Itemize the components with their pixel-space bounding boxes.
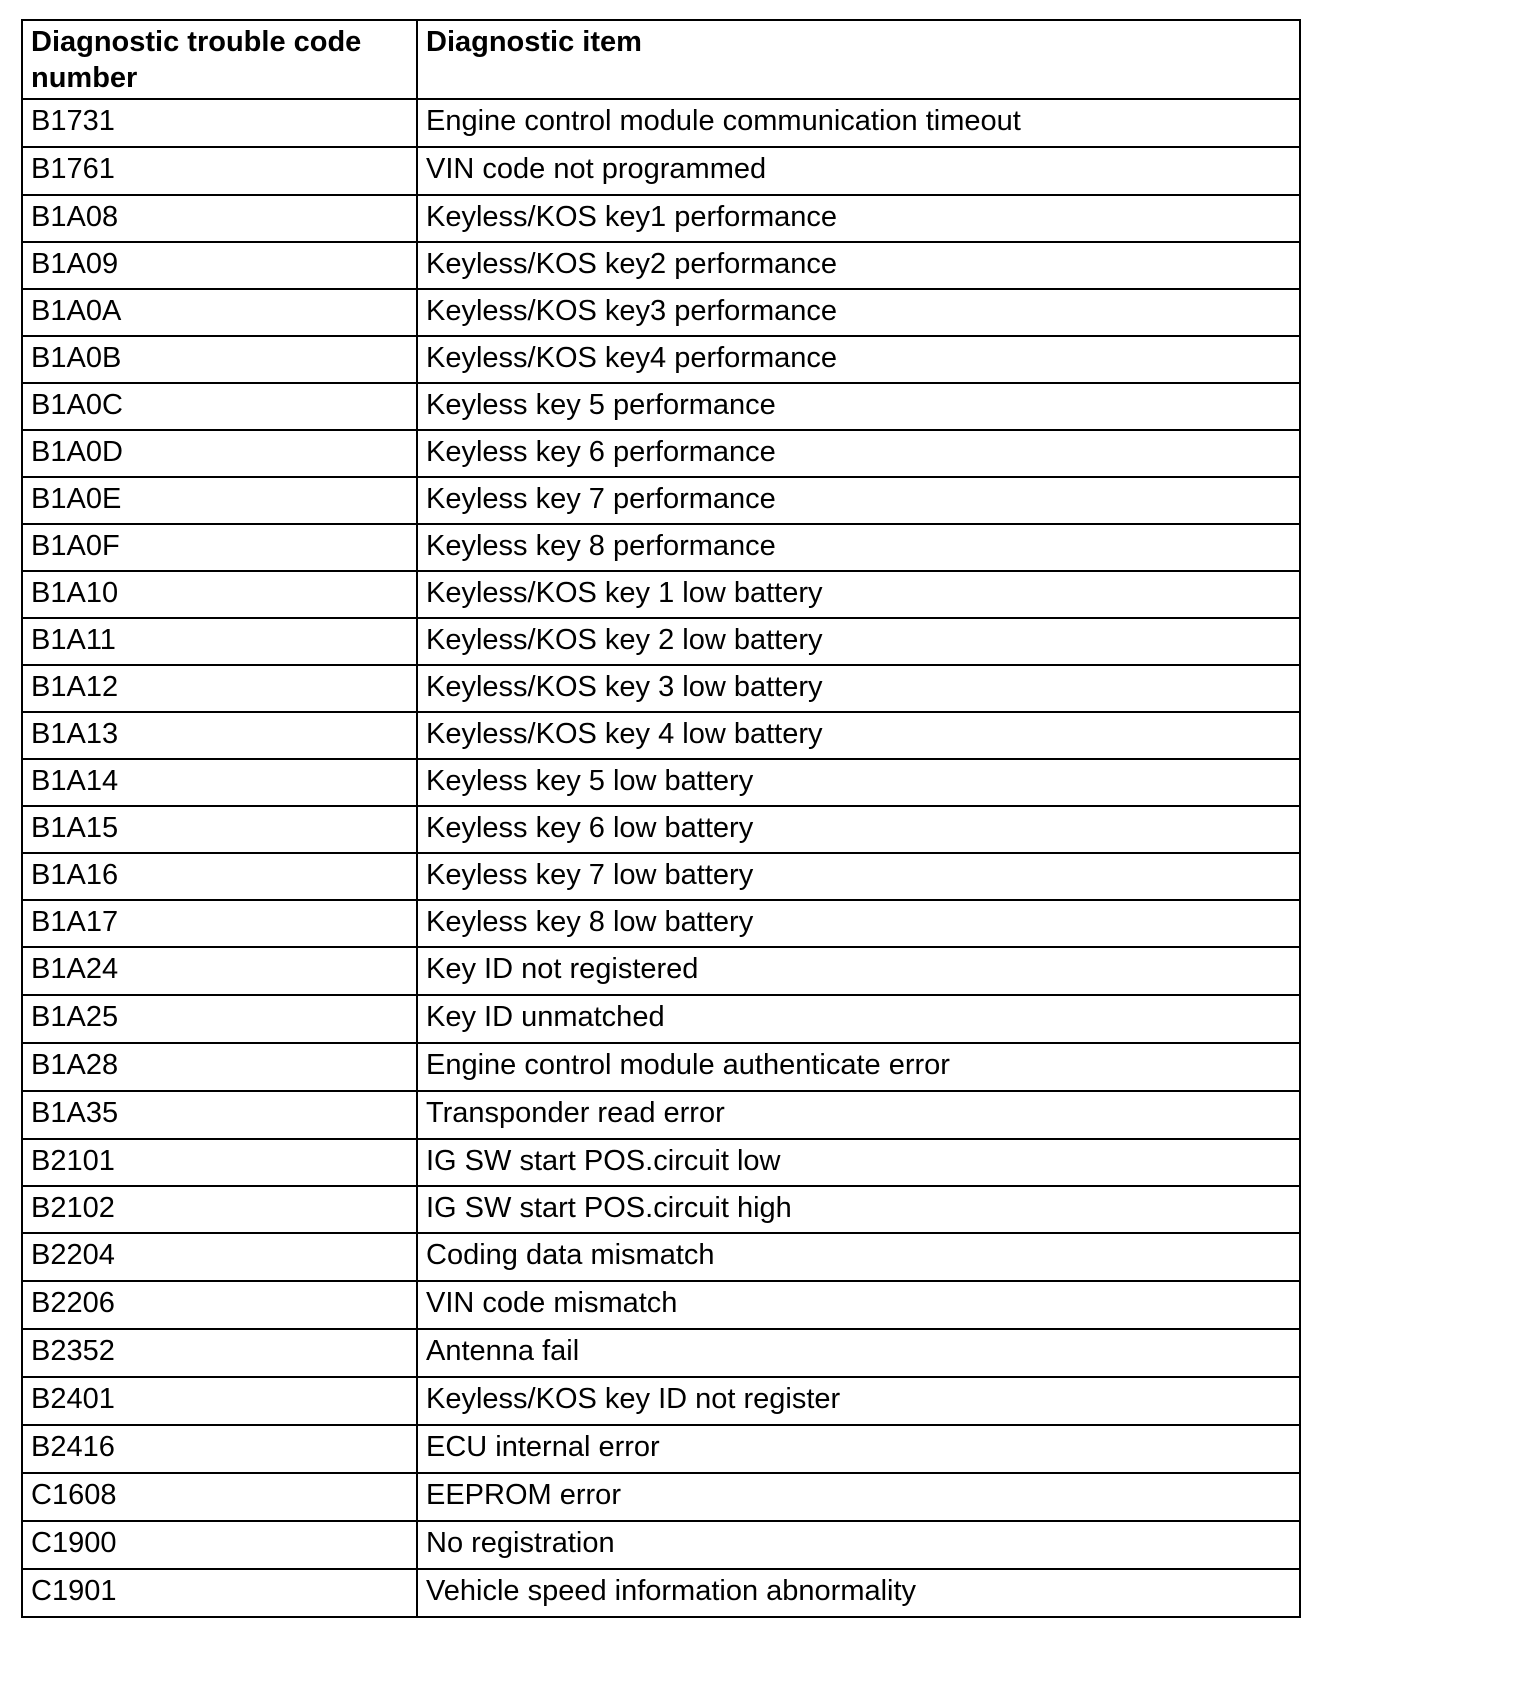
- diagnostic-item-cell: Keyless/KOS key4 performance: [417, 336, 1300, 383]
- diagnostic-item-cell: Keyless key 7 low battery: [417, 853, 1300, 900]
- diagnostic-item-cell: Keyless key 6 low battery: [417, 806, 1300, 853]
- dtc-code-cell: B1731: [22, 99, 417, 147]
- dtc-code-cell: B1A11: [22, 618, 417, 665]
- dtc-code-cell: B1A14: [22, 759, 417, 806]
- dtc-code-cell: C1900: [22, 1521, 417, 1569]
- table-row: [22, 665, 1300, 712]
- table-row: [22, 289, 1300, 336]
- table-row: [22, 1233, 1300, 1281]
- table-row: [22, 430, 1300, 477]
- table-row: [22, 900, 1300, 947]
- table-row: [22, 1329, 1300, 1377]
- table-row: [22, 383, 1300, 430]
- header-row: [22, 20, 1300, 99]
- diagnostic-item-cell: Keyless/KOS key1 performance: [417, 195, 1300, 242]
- dtc-code-cell: B1A10: [22, 571, 417, 618]
- table-row: [22, 477, 1300, 524]
- dtc-code-cell: B1A0B: [22, 336, 417, 383]
- diagnostic-item-cell: Keyless key 6 performance: [417, 430, 1300, 477]
- dtc-code-cell: B1A28: [22, 1043, 417, 1091]
- dtc-code-cell: B1A35: [22, 1091, 417, 1139]
- table-row: [22, 1569, 1300, 1617]
- diagnostic-item-cell: ECU internal error: [417, 1425, 1300, 1473]
- dtc-code-cell: B1A0C: [22, 383, 417, 430]
- diagnostic-item-cell: Key ID not registered: [417, 947, 1300, 995]
- diagnostic-item-cell: Keyless key 7 performance: [417, 477, 1300, 524]
- diagnostic-item-cell: VIN code mismatch: [417, 1281, 1300, 1329]
- dtc-code-cell: B1A15: [22, 806, 417, 853]
- diagnostic-item-cell: Keyless/KOS key3 performance: [417, 289, 1300, 336]
- dtc-code-cell: B2352: [22, 1329, 417, 1377]
- diagnostic-item-cell: Keyless key 8 low battery: [417, 900, 1300, 947]
- diagnostic-item-cell: Keyless key 8 performance: [417, 524, 1300, 571]
- table-row: [22, 336, 1300, 383]
- table-row: [22, 947, 1300, 995]
- table-row: [22, 571, 1300, 618]
- diagnostic-item-cell: Keyless/KOS key 1 low battery: [417, 571, 1300, 618]
- diagnostic-item-cell: VIN code not programmed: [417, 147, 1300, 195]
- table-row: [22, 242, 1300, 289]
- dtc-code-cell: C1901: [22, 1569, 417, 1617]
- diagnostic-item-cell: Keyless/KOS key 3 low battery: [417, 665, 1300, 712]
- dtc-code-cell: B1A12: [22, 665, 417, 712]
- diagnostic-item-cell: Engine control module authenticate error: [417, 1043, 1300, 1091]
- dtc-code-cell: B1A0D: [22, 430, 417, 477]
- diagnostic-item-cell: Keyless/KOS key 4 low battery: [417, 712, 1300, 759]
- table-row: [22, 1186, 1300, 1233]
- diagnostic-item-cell: Keyless/KOS key 2 low battery: [417, 618, 1300, 665]
- table-row: [22, 853, 1300, 900]
- table-row: [22, 1139, 1300, 1186]
- dtc-table: [21, 19, 1301, 1618]
- dtc-code-cell: B1A0A: [22, 289, 417, 336]
- diagnostic-item-cell: EEPROM error: [417, 1473, 1300, 1521]
- table-row: [22, 147, 1300, 195]
- table-row: [22, 524, 1300, 571]
- table-row: [22, 1521, 1300, 1569]
- table-row: [22, 99, 1300, 147]
- diagnostic-item-cell: Keyless key 5 performance: [417, 383, 1300, 430]
- dtc-code-cell: C1608: [22, 1473, 417, 1521]
- column-header-item: Diagnostic item: [417, 20, 1300, 99]
- table-body: [22, 99, 1300, 1617]
- dtc-code-cell: B1761: [22, 147, 417, 195]
- diagnostic-item-cell: Coding data mismatch: [417, 1233, 1300, 1281]
- table-row: [22, 759, 1300, 806]
- dtc-code-cell: B1A25: [22, 995, 417, 1043]
- dtc-code-cell: B1A13: [22, 712, 417, 759]
- diagnostic-item-cell: IG SW start POS.circuit high: [417, 1186, 1300, 1233]
- table-row: [22, 1473, 1300, 1521]
- diagnostic-item-cell: Antenna fail: [417, 1329, 1300, 1377]
- diagnostic-item-cell: Keyless/KOS key2 performance: [417, 242, 1300, 289]
- dtc-code-cell: B2101: [22, 1139, 417, 1186]
- dtc-code-cell: B2102: [22, 1186, 417, 1233]
- diagnostic-item-cell: Engine control module communication timeout: [417, 99, 1300, 147]
- column-header-code: Diagnostic trouble code number: [22, 20, 417, 99]
- dtc-code-cell: B2206: [22, 1281, 417, 1329]
- dtc-code-cell: B1A24: [22, 947, 417, 995]
- diagnostic-item-cell: Transponder read error: [417, 1091, 1300, 1139]
- dtc-code-cell: B1A17: [22, 900, 417, 947]
- dtc-code-cell: B1A0E: [22, 477, 417, 524]
- table-row: [22, 712, 1300, 759]
- dtc-code-cell: B1A0F: [22, 524, 417, 571]
- table-row: [22, 806, 1300, 853]
- dtc-code-cell: B1A08: [22, 195, 417, 242]
- table-row: [22, 1091, 1300, 1139]
- table-row: [22, 1425, 1300, 1473]
- table-row: [22, 1377, 1300, 1425]
- table-row: [22, 1043, 1300, 1091]
- diagnostic-item-cell: Keyless/KOS key ID not register: [417, 1377, 1300, 1425]
- diagnostic-item-cell: Vehicle speed information abnormality: [417, 1569, 1300, 1617]
- table-row: [22, 618, 1300, 665]
- table-row: [22, 1281, 1300, 1329]
- dtc-code-cell: B2416: [22, 1425, 417, 1473]
- diagnostic-item-cell: Key ID unmatched: [417, 995, 1300, 1043]
- table-row: [22, 195, 1300, 242]
- dtc-code-cell: B1A09: [22, 242, 417, 289]
- dtc-code-cell: B2401: [22, 1377, 417, 1425]
- diagnostic-item-cell: Keyless key 5 low battery: [417, 759, 1300, 806]
- table-row: [22, 995, 1300, 1043]
- diagnostic-item-cell: No registration: [417, 1521, 1300, 1569]
- diagnostic-item-cell: IG SW start POS.circuit low: [417, 1139, 1300, 1186]
- dtc-code-cell: B2204: [22, 1233, 417, 1281]
- dtc-code-cell: B1A16: [22, 853, 417, 900]
